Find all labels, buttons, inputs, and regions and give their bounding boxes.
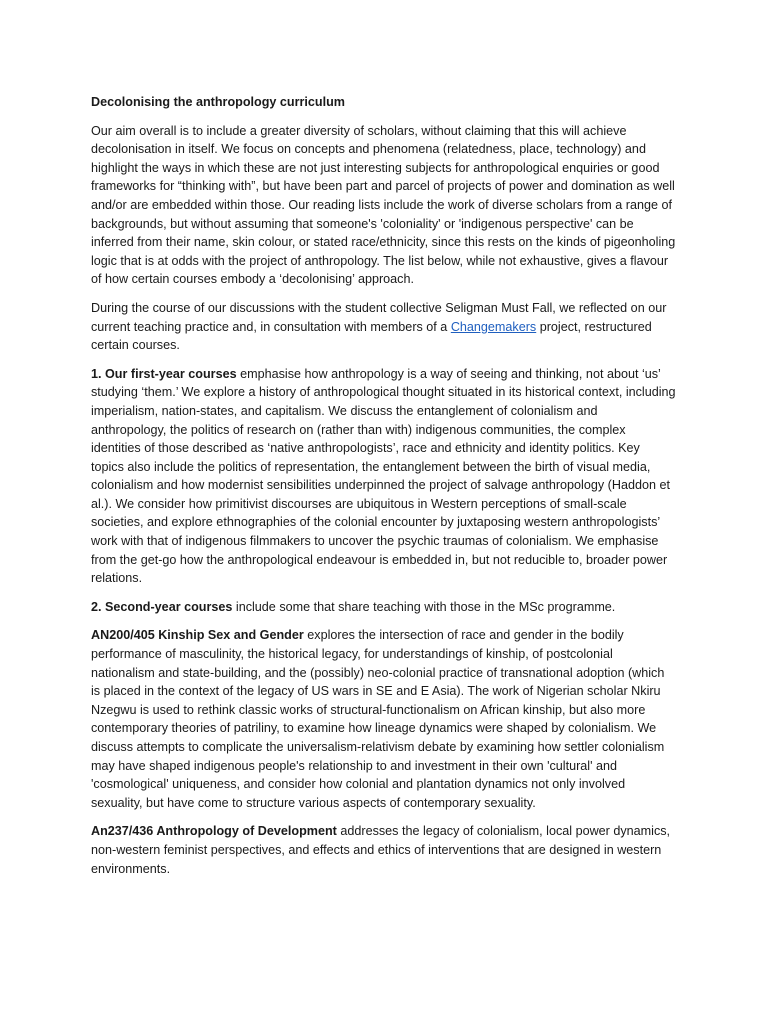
first-year-text: emphasise how anthropology is a way of seeing and thinking, not about ‘us’ studying ‘them.’ We explore a history of anthropological thought situated in its historical context, including imperialism, nation-states, and capitalism. We discuss the entanglement of colonialism and anthropology, the politics of research on (rather than with) indigenous communities, the complex identities of those described as ‘native anthropologists’, race and ethnicity and identity politics. Key topics also include the politics of representation, the entanglement between the birth of visual media, colonialism and how modernist sensibilities underpinned the project of salvage anthropology (Haddon et al.). We consider how primitivist discourses are ubiquitous in Western perceptions of small-scale societies, and explore ethnographies of the colonial encounter by juxtaposing western anthropologists’ work with that of indigenous filmmakers to uncover the psychic traumas of colonialism. We emphasise from the get-go how the anthropological endeavour is embedded in, but not reducible to, broader power relations. [91,366,676,586]
an237-heading: An237/436 Anthropology of Development [91,824,337,839]
an237-paragraph [91,822,676,878]
document-page [91,93,676,888]
intro-paragraph: Our aim overall is to include a greater diversity of scholars, without claiming that this will achieve decolonisation in itself. We focus on concepts and phenomena (relatedness, place, technology) and highlight the ways in which these are not just interesting subjects for anthropological enquiries or good frameworks for “thinking with”, but have been part and parcel of projects of power and domination as well and/or are embedded within those. Our reading lists include the work of diverse scholars from a range of backgrounds, but without assuming that someone's 'coloniality' or 'indigenous perspective' can be inferred from their name, skin colour, or stated race/ethnicity, since this rests on the kinds of pigeonholing logic that is at odds with the project of anthropology. The list below, while not exhaustive, gives a flavour of how certain courses embody a ‘decolonising’ approach. [91,123,676,287]
discussion-text-before: During the course of our discussions with the student collective Seligman Must Fall, we reflected on our current teaching practice and, in consultation with members of a [91,300,667,334]
changemakers-link[interactable]: Changemakers [450,319,537,334]
discussion-paragraph [91,299,676,355]
an200-paragraph [91,626,676,812]
an200-text: explores the intersection of race and gender in the bodily performance of masculinity, the historical legacy, for understandings of kinship, of postcolonial nationalism and state-building, and the (possibly) neo-colonial practice of transnational adoption (which is placed in the context of the legacy of US wars in SE and E Asia). The work of Nigerian scholar Nkiru Nzegwu is used to rethink classic works of structural-functionalism on African kinship, but also more contemporary theories of patriliny, to examine how lineage dynamics were shaped by colonialism. We discuss attempts to complicate the universalism-relativism debate by examining how settler colonialism may have shaped indigenous people's relationship to and investment in their own 'cultural' and 'cosmological' uniqueness, and consider how colonial and plantation dynamics not only involved sexuality, but have come to structure various aspects of contemporary sexuality. [91,628,665,810]
first-year-heading: 1. Our first-year courses [91,366,237,381]
first-year-paragraph [91,365,676,588]
document-title: Decolonising the anthropology curriculum [91,95,345,109]
second-year-paragraph [91,598,676,617]
second-year-text: include some that share teaching with those in the MSc programme. [232,599,616,614]
an237-text: addresses the legacy of colonialism, local power dynamics, non-western feminist perspectives, and effects and ethics of interventions that are designed in western environments. [91,824,671,876]
an200-heading: AN200/405 Kinship Sex and Gender [91,628,304,643]
second-year-heading: 2. Second-year courses [91,599,233,614]
discussion-text-after: project, restructured certain courses. [91,319,652,353]
